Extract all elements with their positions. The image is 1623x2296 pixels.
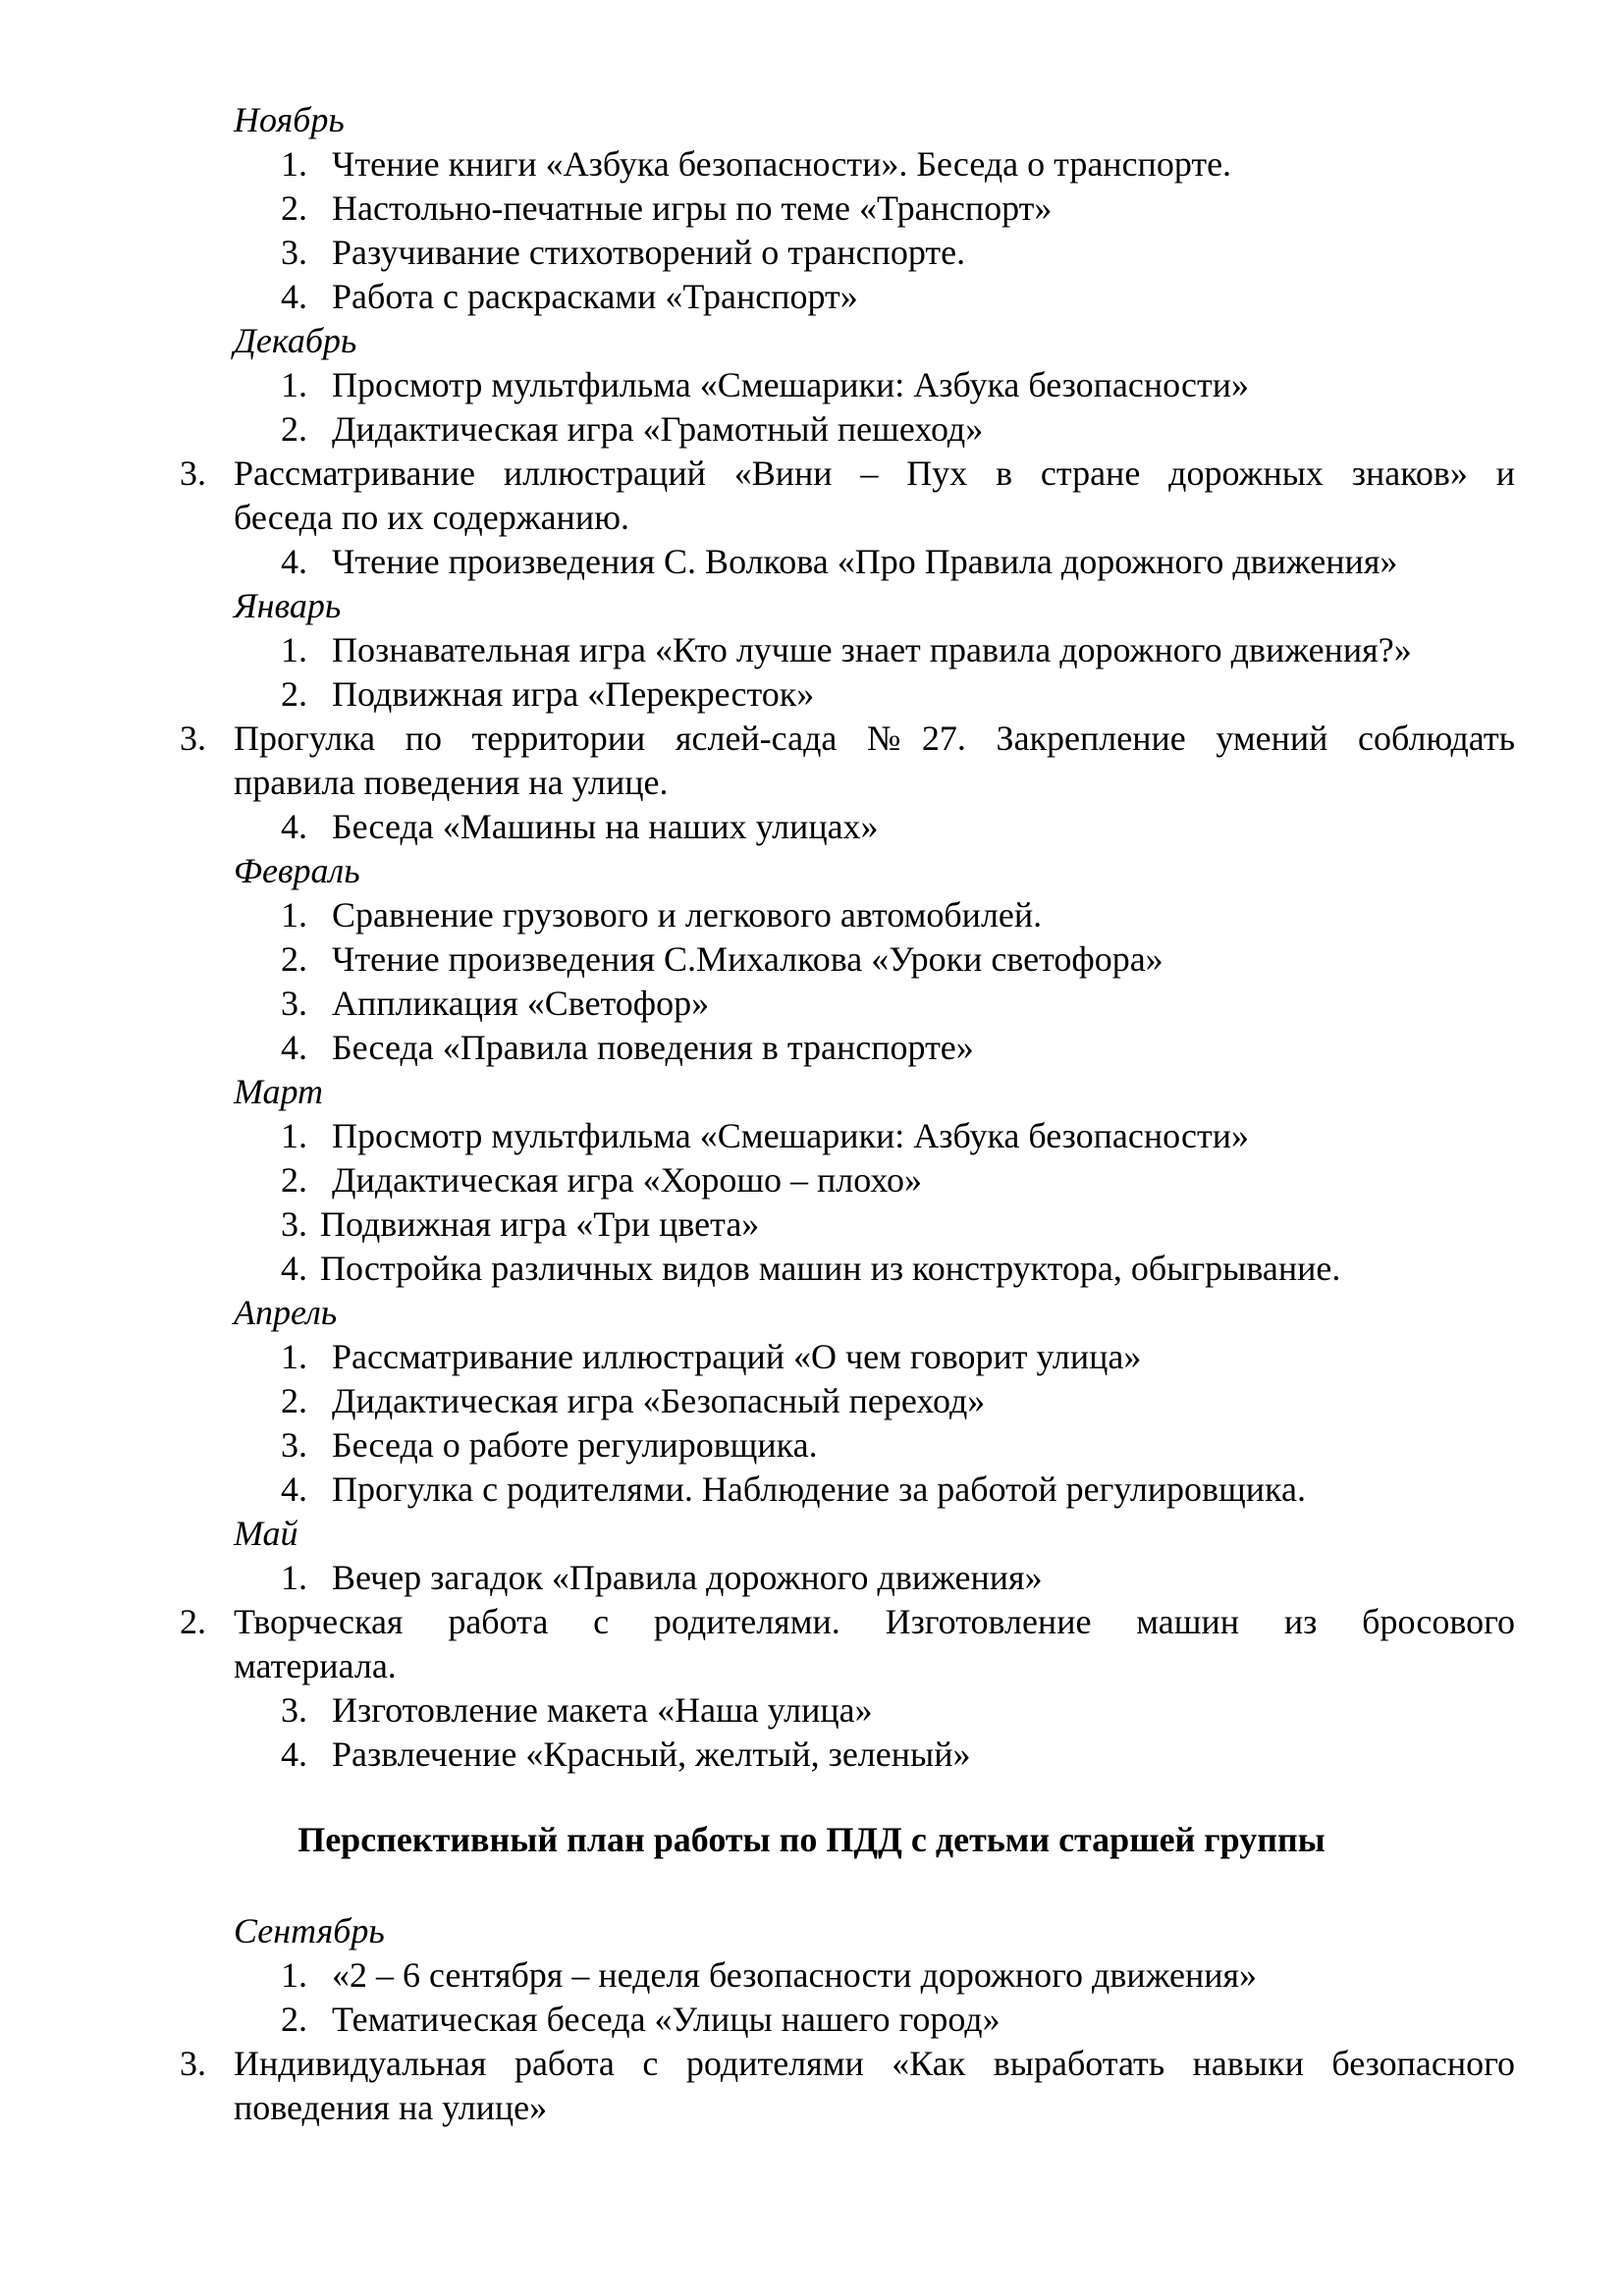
list-number: 2. xyxy=(281,409,307,449)
list-number: 3. xyxy=(281,1204,307,1244)
list-number: 1. xyxy=(281,630,307,669)
month-heading-february: Февраль xyxy=(234,851,360,890)
list-number: 3. xyxy=(180,454,206,493)
list-item-line: Прогулка по территории яслей-сада №27. Закрепление умений соблюдать xyxy=(234,719,1515,758)
month-heading-september: Сентябрь xyxy=(234,1911,385,1950)
month-heading-may: Май xyxy=(234,1514,298,1553)
list-number: 4. xyxy=(281,807,307,846)
list-item-multiline xyxy=(234,2042,1515,2130)
list-item-line: материала. xyxy=(234,1646,397,1685)
list-number: 2. xyxy=(281,674,307,714)
list-item-line: правила поведения на улице. xyxy=(234,763,669,802)
list-item: Рассматривание иллюстраций «О чем говорит улица» xyxy=(332,1337,1142,1376)
month-heading-april: Апрель xyxy=(234,1293,338,1332)
list-number: 3. xyxy=(281,1425,307,1465)
list-item: Изготовление макета «Наша улица» xyxy=(332,1690,873,1730)
list-number: 1. xyxy=(281,1337,307,1376)
list-item: Работа с раскрасками «Транспорт» xyxy=(332,277,858,316)
list-number: 1. xyxy=(281,1116,307,1155)
list-item-multiline xyxy=(234,1600,1515,1688)
list-number: 4. xyxy=(281,1469,307,1509)
list-item: Беседа «Правила поведения в транспорте» xyxy=(332,1028,974,1067)
list-number: 2. xyxy=(281,188,307,228)
list-item: Настольно-печатные игры по теме «Транспорт» xyxy=(332,188,1053,228)
list-number: 1. xyxy=(281,1955,307,1995)
month-heading-december: Декабрь xyxy=(234,321,357,360)
list-number: 2. xyxy=(281,939,307,979)
list-item: Дидактическая игра «Грамотный пешеход» xyxy=(332,409,984,449)
list-number: 2. xyxy=(281,2000,307,2039)
month-heading-january: Январь xyxy=(234,586,342,625)
list-number: 2. xyxy=(180,1602,206,1641)
list-number: 2. xyxy=(281,1381,307,1420)
list-item: Просмотр мультфильма «Смешарики: Азбука безопасности» xyxy=(332,1116,1249,1155)
list-item: Разучивание стихотворений о транспорте. xyxy=(332,233,966,272)
list-item: Подвижная игра «Три цвета» xyxy=(320,1204,760,1244)
list-number: 1. xyxy=(281,365,307,404)
list-item: Просмотр мультфильма «Смешарики: Азбука безопасности» xyxy=(332,365,1249,404)
month-heading-march: Март xyxy=(234,1072,324,1111)
list-number: 4. xyxy=(281,1249,307,1288)
list-item: Подвижная игра «Перекресток» xyxy=(332,674,815,714)
list-item: Постройка различных видов машин из конструктора, обыгрывание. xyxy=(320,1249,1341,1288)
list-item: Прогулка с родителями. Наблюдение за работой регулировщика. xyxy=(332,1469,1306,1509)
list-item: Дидактическая игра «Хорошо – плохо» xyxy=(332,1160,922,1200)
list-item-line: Творческая работа с родителями. Изготовление машин из бросового xyxy=(234,1602,1515,1641)
list-item-line: поведения на улице» xyxy=(234,2088,548,2127)
list-number: 4. xyxy=(281,1735,307,1774)
list-item: Тематическая беседа «Улицы нашего город» xyxy=(332,2000,1001,2039)
list-item-line: Индивидуальная работа с родителями «Как выработать навыки безопасного xyxy=(234,2044,1515,2083)
list-number: 1. xyxy=(281,895,307,934)
list-item: Беседа о работе регулировщика. xyxy=(332,1425,818,1465)
list-item-multiline xyxy=(234,452,1515,540)
list-item: Познавательная игра «Кто лучше знает правила дорожного движения?» xyxy=(332,630,1412,669)
list-number: 3. xyxy=(281,984,307,1023)
list-item: Беседа «Машины на наших улицах» xyxy=(332,807,879,846)
list-item: «2 – 6 сентября – неделя безопасности дорожного движения» xyxy=(332,1955,1258,1995)
list-item: Развлечение «Красный, желтый, зеленый» xyxy=(332,1735,971,1774)
list-item: Дидактическая игра «Безопасный переход» xyxy=(332,1381,986,1420)
list-number: 1. xyxy=(281,1558,307,1597)
list-item-line: Рассматривание иллюстраций «Вини – Пух в стране дорожных знаков» и xyxy=(234,454,1515,493)
list-number: 3. xyxy=(281,1690,307,1730)
list-number: 4. xyxy=(281,542,307,581)
list-item: Аппликация «Светофор» xyxy=(332,984,710,1023)
list-number: 4. xyxy=(281,277,307,316)
list-item-multiline xyxy=(234,717,1515,805)
list-number: 3. xyxy=(180,2044,206,2083)
list-item: Вечер загадок «Правила дорожного движения» xyxy=(332,1558,1043,1597)
month-heading-november: Ноябрь xyxy=(234,100,345,139)
list-item: Чтение книги «Азбука безопасности». Беседа о транспорте. xyxy=(332,144,1232,184)
section-heading: Перспективный план работы по ПДД с детьми старшей группы xyxy=(298,1820,1325,1859)
list-item: Чтение произведения С. Волкова «Про Правила дорожного движения» xyxy=(332,542,1398,581)
list-item: Чтение произведения С.Михалкова «Уроки светофора» xyxy=(332,939,1163,979)
list-number: 2. xyxy=(281,1160,307,1200)
list-number: 3. xyxy=(281,233,307,272)
list-number: 4. xyxy=(281,1028,307,1067)
list-number: 1. xyxy=(281,144,307,184)
list-number: 3. xyxy=(180,719,206,758)
list-item-line: беседа по их содержанию. xyxy=(234,498,629,537)
list-item: Сравнение грузового и легкового автомобилей. xyxy=(332,895,1043,934)
